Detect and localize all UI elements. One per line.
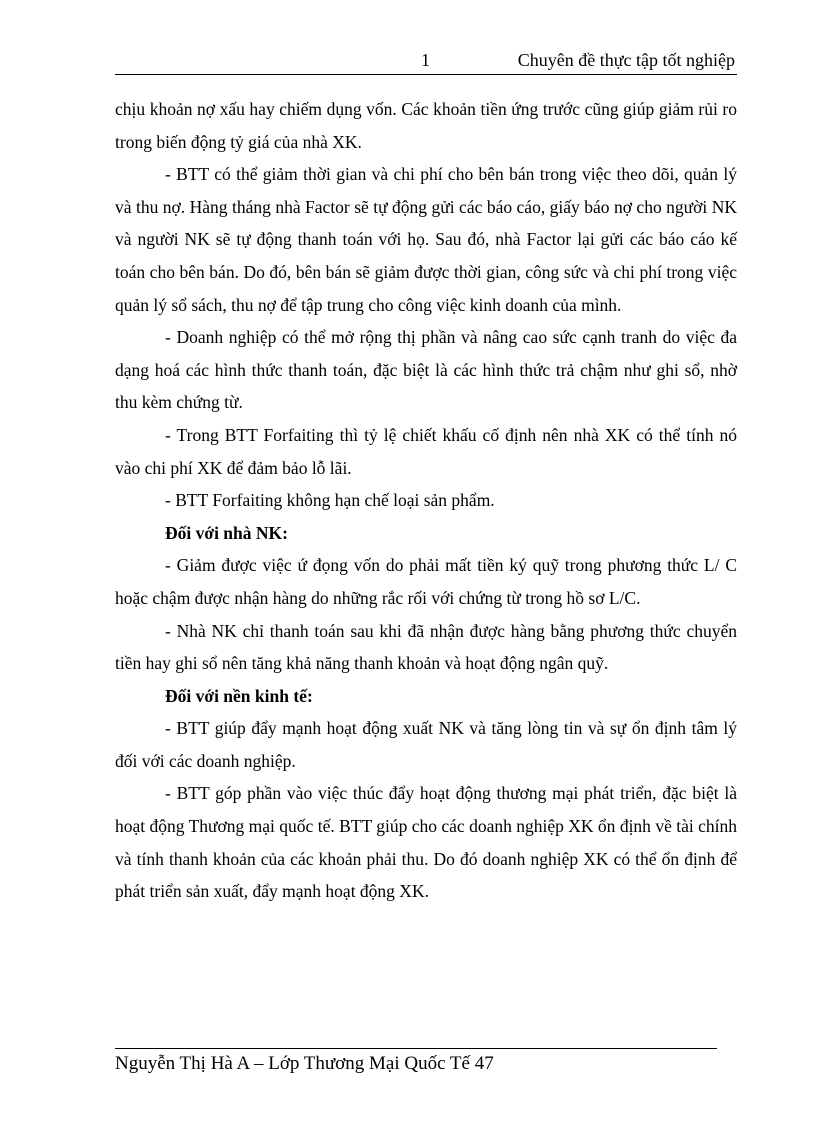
paragraph-economy-trade: - BTT góp phần vào việc thúc đẩy hoạt động thương mại phát triển, đặc biệt là hoạt động Thương mại quốc tế. BTT giúp cho các doanh nghiệp XK ổn định về tài chính và tính thanh khoản của các khoản phải thu. Do đó doanh nghiệp XK có thể ổn định để phát triển sản xuất, đẩy mạnh hoạt động XK. [115,783,737,902]
paragraph-economy-trust: - BTT giúp đẩy mạnh hoạt động xuất NK và tăng lòng tin và sự ổn định tâm lý đối với các doanh nghiệp. [115,718,737,771]
section-heading-importer: Đối với nhà NK: [165,522,288,543]
section-heading-economy: Đối với nền kinh tế: [165,685,313,706]
paragraph-forfaiting-products: - BTT Forfaiting không hạn chế loại sản phẩm. [165,490,495,511]
paragraph-continuation: chịu khoản nợ xấu hay chiếm dụng vốn. Các khoản tiền ứng trước cũng giúp giảm rủi ro trong biến động tỷ giá của nhà XK. [115,99,737,152]
header-title: Chuyên đề thực tập tốt nghiệp [517,50,735,70]
paragraph-btt-time-cost: - BTT có thể giảm thời gian và chi phí cho bên bán trong việc theo dõi, quản lý và thu nợ. Hàng tháng nhà Factor sẽ tự động gửi các báo cáo, giấy báo nợ cho người NK và người NK sẽ tự động thanh toán với họ. Sau đó, nhà Factor lại gửi các báo cáo kế toán cho bên bán. Do đó, bên bán sẽ giảm được thời gian, công sức và chi phí trong việc quản lý sổ sách, thu nợ để tập trung cho công việc kinh doanh của mình. [115,164,737,315]
paragraph-importer-capital: - Giảm được việc ứ đọng vốn do phải mất tiền ký quỹ trong phương thức L/ C hoặc chậm được nhận hàng do những rắc rối với chứng từ trong hồ sơ L/C. [115,555,737,608]
paragraph-forfaiting-discount: - Trong BTT Forfaiting thì tỷ lệ chiết khấu cố định nên nhà XK có thể tính nó vào chi phí XK để đảm bảo lỗ lãi. [115,424,737,478]
page-header [115,48,737,75]
paragraph-importer-payment: - Nhà NK chỉ thanh toán sau khi đã nhận được hàng bằng phương thức chuyển tiền hay ghi sổ nên tăng khả năng thanh khoản và hoạt động ngân quỹ. [115,620,737,674]
paragraph-market-share: - Doanh nghiệp có thể mở rộng thị phần và nâng cao sức cạnh tranh do việc đa dạng hoá các hình thức thanh toán, đặc biệt là các hình thức trả chậm như ghi sổ, nhờ thu kèm chứng từ. [115,327,737,413]
footer-text: Nguyễn Thị Hà A – Lớp Thương Mại Quốc Tế 47 [115,1053,494,1074]
page-number: 1 [421,50,430,70]
footer-divider [115,1048,717,1049]
document-body [115,93,737,908]
